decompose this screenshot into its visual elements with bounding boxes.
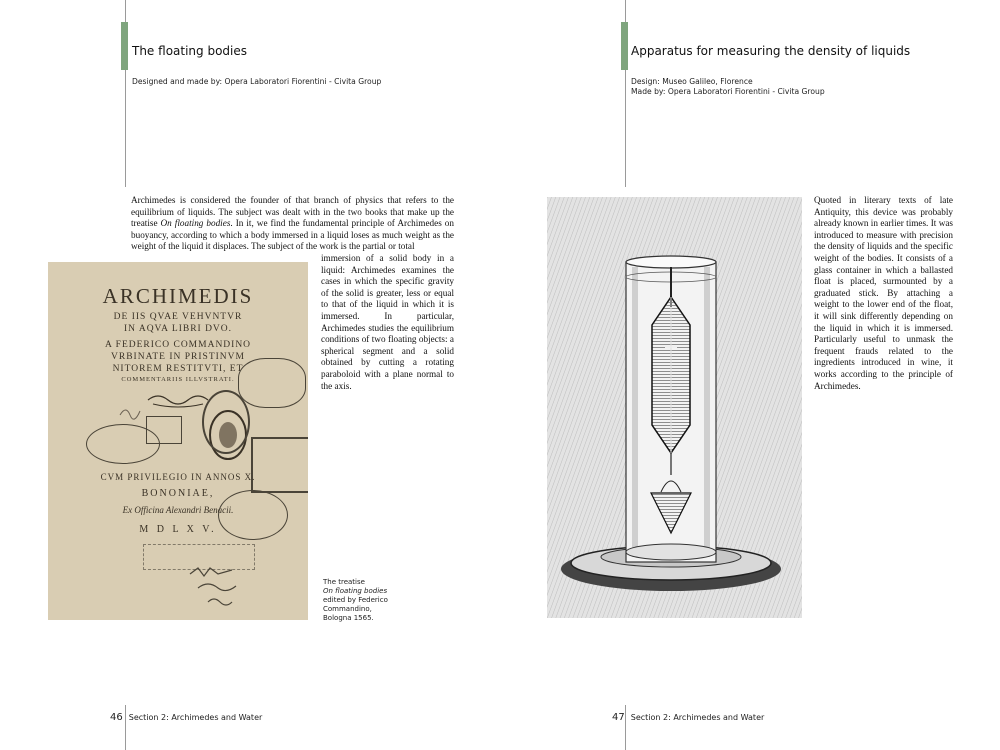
page-title: Apparatus for measuring the density of liquids	[631, 44, 911, 58]
figure-caption	[323, 578, 443, 623]
body-text-right: Quoted in literary texts of late Antiquity, this device was probably already known in earlier times. It was introduced to measure with precision the density of liquids and the specific weight of the bodies. It consists of a glass container in which a ballasted float is placed, surmounted by a graduated stick. By attaching a weight to the lower end of the float, it will sink differently depending on the liquid in which it is immersed. Particularly useful to unmask the frequent frauds related to the ingredients introduced in wine, it works according to the principle of Archimedes.	[814, 195, 953, 391]
book-line: IN AQVA LIBRI DVO.	[123, 324, 233, 334]
book-line: M D L X V.	[139, 524, 217, 535]
left-accent-tab	[121, 22, 128, 70]
hydrometer-drawing	[547, 197, 802, 618]
left-footer	[110, 712, 262, 723]
caption-line: Commandino,	[323, 605, 372, 613]
page-number: 47	[612, 712, 625, 723]
body-lead-end: . In it, we find the fundamental principle of Archimedes on buoyancy, according to which a body immersed in a liquid loses as much weight as the weight of the liquid it displaces. The subject of the work is the partial or total	[131, 218, 454, 252]
book-line: NITOREM RESTITVTI, ET	[112, 364, 244, 374]
library-stamp	[218, 490, 288, 540]
caption-line: Bologna 1565.	[323, 614, 374, 622]
book-line: ARCHIMEDIS	[102, 284, 254, 308]
handwritten-inscription	[48, 562, 308, 620]
caption-line: On floating bodies	[323, 587, 388, 595]
right-footer	[612, 712, 764, 723]
body-lead: Archimedes is considered the founder of that branch of physics that refers to the equilibrium of liquids. The subject was dealt with in the two books that make up the treatise	[131, 195, 454, 229]
book-line: VRBINATE IN PRISTINVM	[111, 352, 245, 362]
book-line: Ex Officina Alexandri Benacii.	[122, 505, 234, 515]
book-line: A FEDERICO COMMANDINO	[104, 340, 252, 350]
book-line: BONONIAE,	[141, 488, 215, 499]
credit-line: Made by: Opera Laboratori Fiorentini - Civita Group	[631, 87, 825, 96]
credit-line: Design: Museo Galileo, Florence	[631, 77, 753, 86]
page-number: 46	[110, 712, 123, 723]
section-label: Section 2: Archimedes and Water	[128, 713, 263, 722]
work-title: On floating bodies	[160, 218, 231, 229]
book-line: COMMENTARIIS ILLVSTRATI.	[121, 376, 235, 383]
library-stamp	[146, 416, 182, 444]
library-stamp	[238, 358, 306, 408]
credit-line: Designed and made by: Opera Laboratori Fiorentini - Civita Group	[132, 77, 382, 86]
caption-line: edited by Federico	[323, 596, 388, 604]
book-line: DE IIS QVAE VEHVNTVR	[113, 312, 243, 322]
page-title: The floating bodies	[132, 44, 248, 58]
section-label: Section 2: Archimedes and Water	[630, 713, 765, 722]
caption-line: The treatise	[323, 578, 365, 586]
body-text-top	[131, 195, 454, 253]
treatise-title-page-image	[48, 262, 308, 620]
book-line: CVM PRIVILEGIO IN ANNOS X.	[100, 472, 256, 482]
library-stamp	[251, 437, 308, 493]
right-accent-tab	[621, 22, 628, 70]
body-text-column: immersion of a solid body in a liquid: Archimedes examines the cases in which the specific gravity of the solid is greater, less or equal to that of the liquid in which it is immersed. In particular, Archimedes studies the equilibrium conditions of two floating objects: a spherical segment and a solid obtained by cutting a rotating paraboloid with a plane normal to the axis.	[321, 253, 454, 391]
hydrometer-engraving-image	[547, 197, 802, 618]
